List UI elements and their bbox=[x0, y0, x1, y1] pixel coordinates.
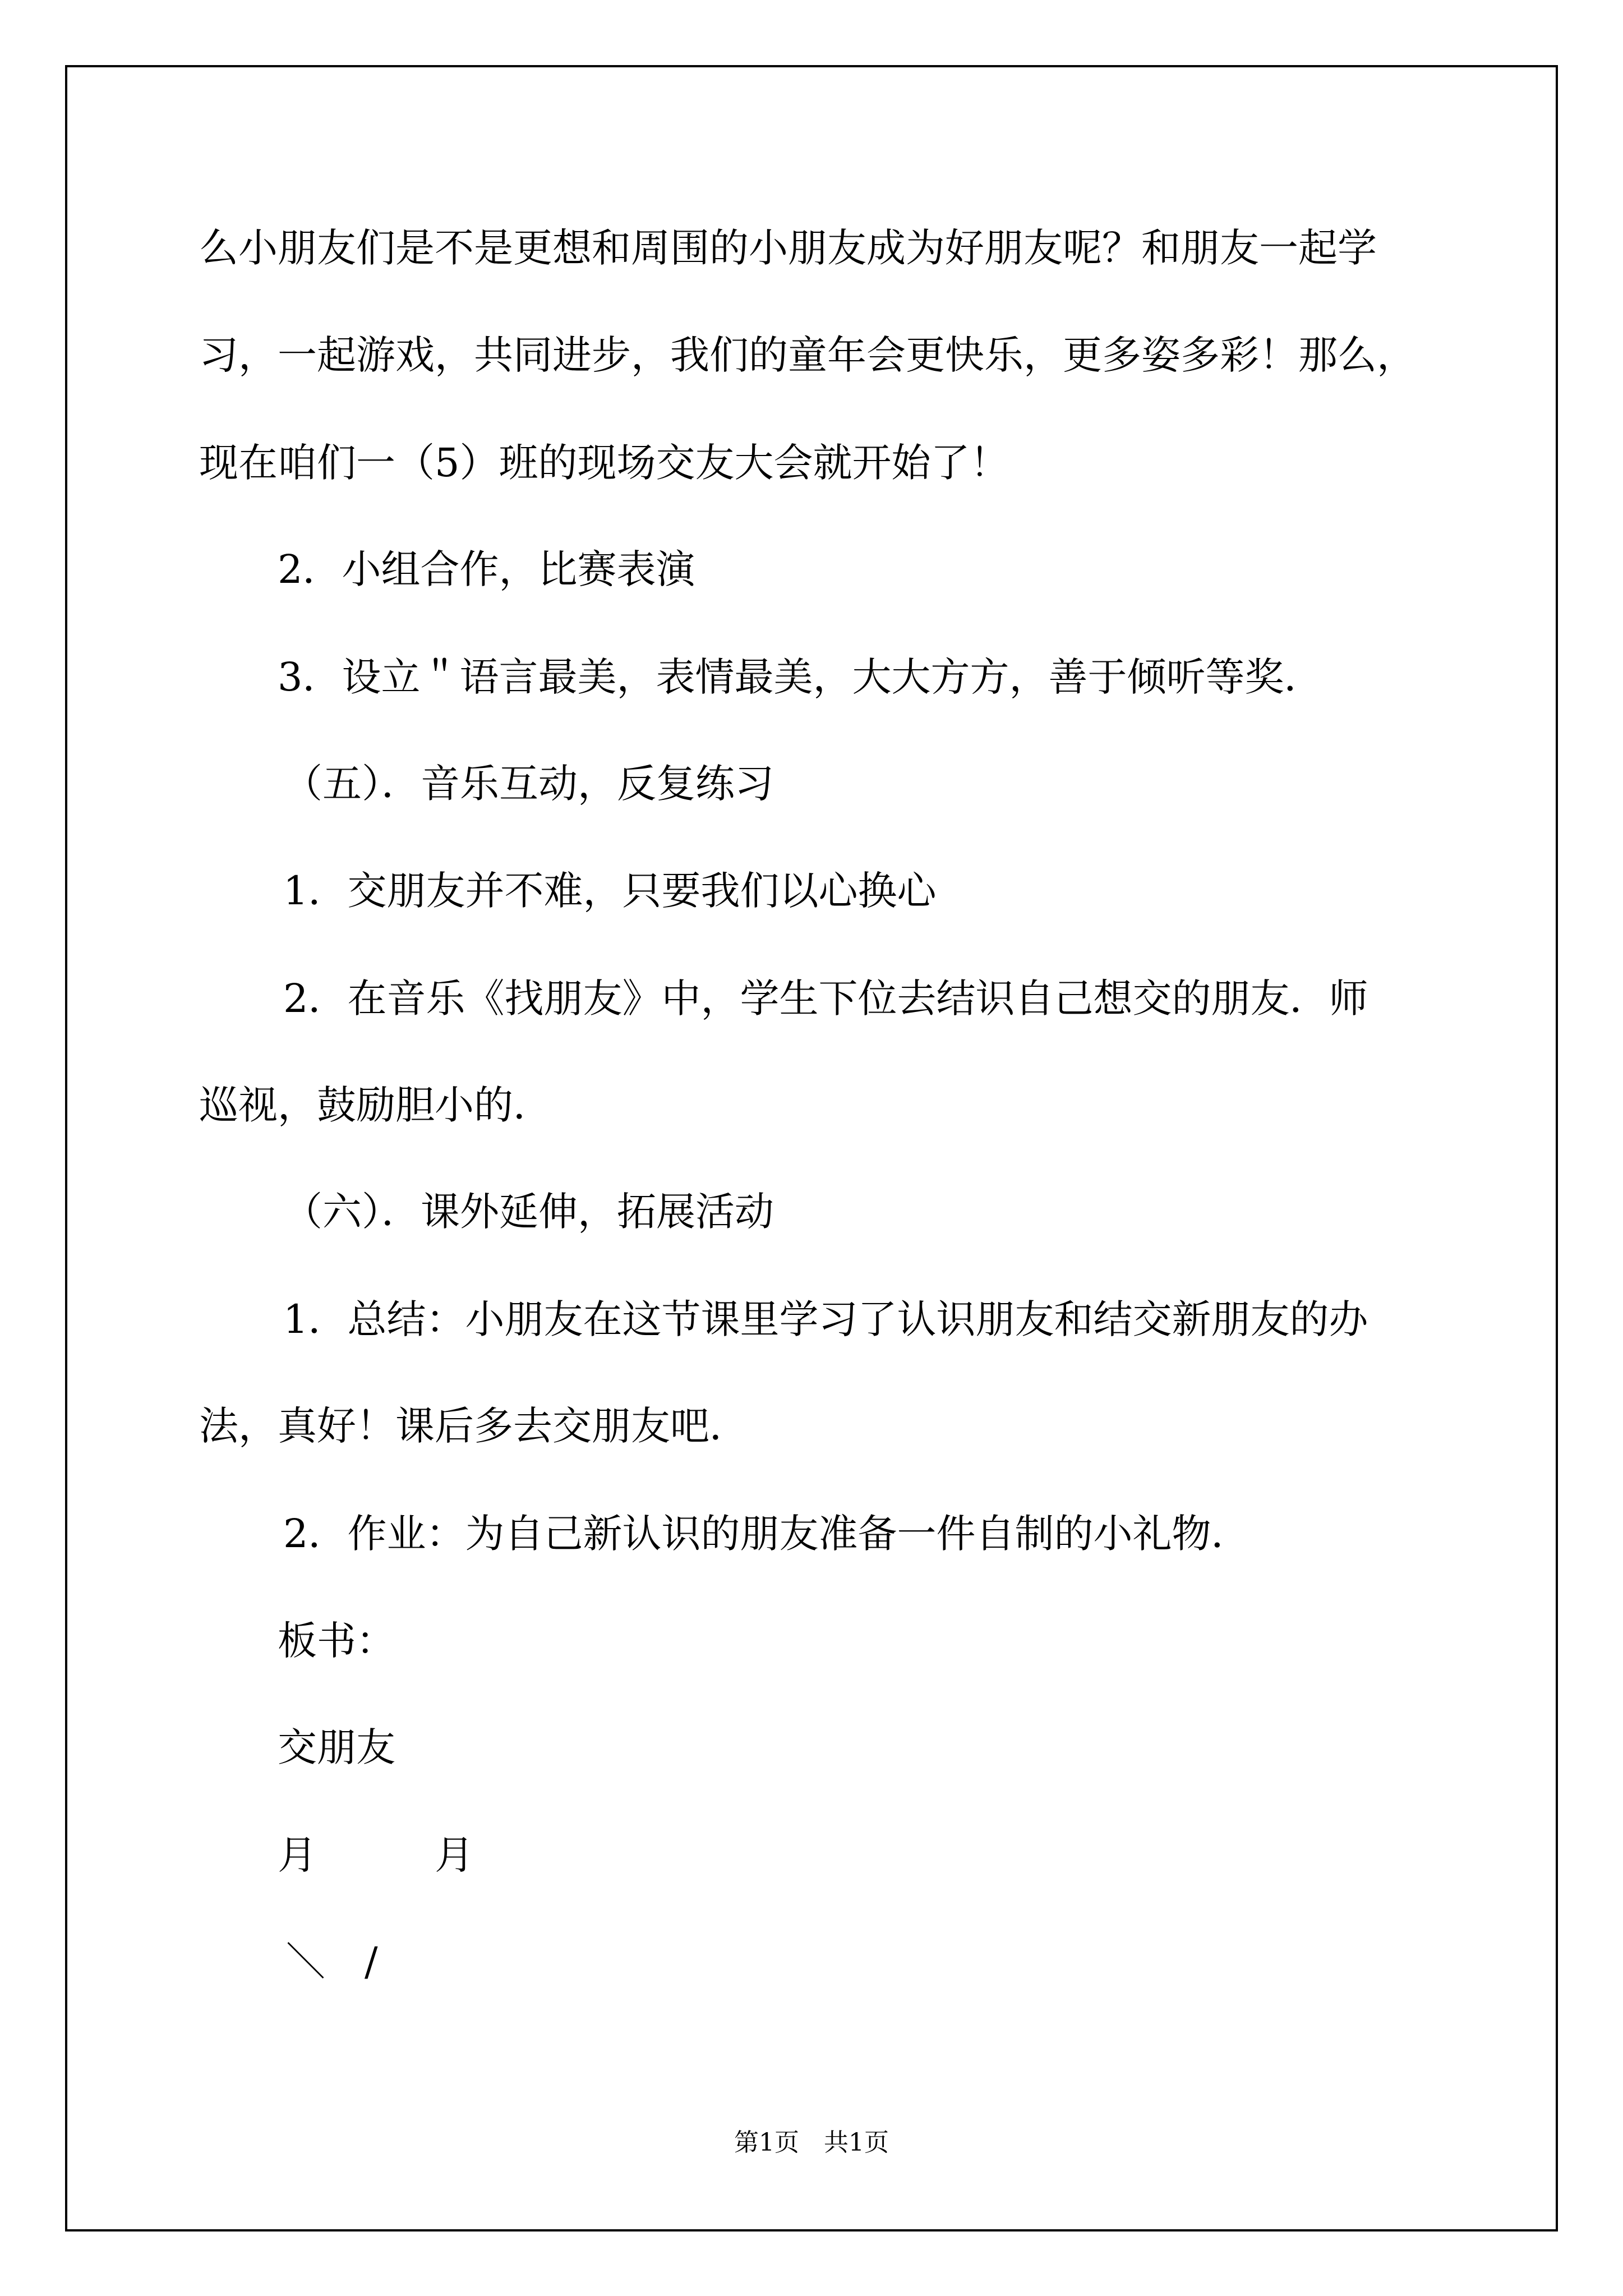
text-line-9: 巡视，鼓励胆小的． bbox=[199, 1082, 552, 1128]
text-line-15: 交朋友 bbox=[278, 1724, 395, 1770]
text-line-1: 么小朋友们是不是更想和周围的小朋友成为好朋友呢？和朋友一起学 bbox=[199, 225, 1377, 271]
text-line-16: 月 月 bbox=[278, 1832, 474, 1878]
text-line-7: 1．交朋友并不难，只要我们以心换心 bbox=[283, 868, 937, 914]
text-line-13: 2．作业：为自己新认识的朋友准备一件自制的小礼物． bbox=[283, 1511, 1251, 1557]
text-line-10: （六）．课外延伸，拓展活动 bbox=[283, 1189, 774, 1235]
text-line-3: 现在咱们一（5）班的现场交友大会就开始了！ bbox=[199, 440, 1009, 486]
text-line-14: 板书： bbox=[278, 1618, 395, 1664]
text-line-8: 2．在音乐《找朋友》中，学生下位去结识自己想交的朋友．师 bbox=[283, 976, 1368, 1022]
page-border bbox=[65, 65, 1558, 2231]
text-line-12: 法，真好！课后多去交朋友吧． bbox=[199, 1403, 749, 1449]
text-line-5: 3．设立＂语言最美，表情最美，大大方方，善于倾听等奖． bbox=[278, 654, 1324, 700]
text-line-2: 习，一起游戏，共同进步，我们的童年会更快乐，更多姿多彩！那么， bbox=[199, 332, 1416, 378]
text-line-4: 2．小组合作，比赛表演 bbox=[278, 546, 695, 592]
text-line-17: ＼ / bbox=[286, 1939, 378, 1985]
page-footer: 第1页 共1页 bbox=[734, 2128, 889, 2157]
text-line-11: 1．总结：小朋友在这节课里学习了认识朋友和结交新朋友的办 bbox=[283, 1296, 1368, 1342]
text-line-6: （五）．音乐互动，反复练习 bbox=[283, 761, 774, 807]
